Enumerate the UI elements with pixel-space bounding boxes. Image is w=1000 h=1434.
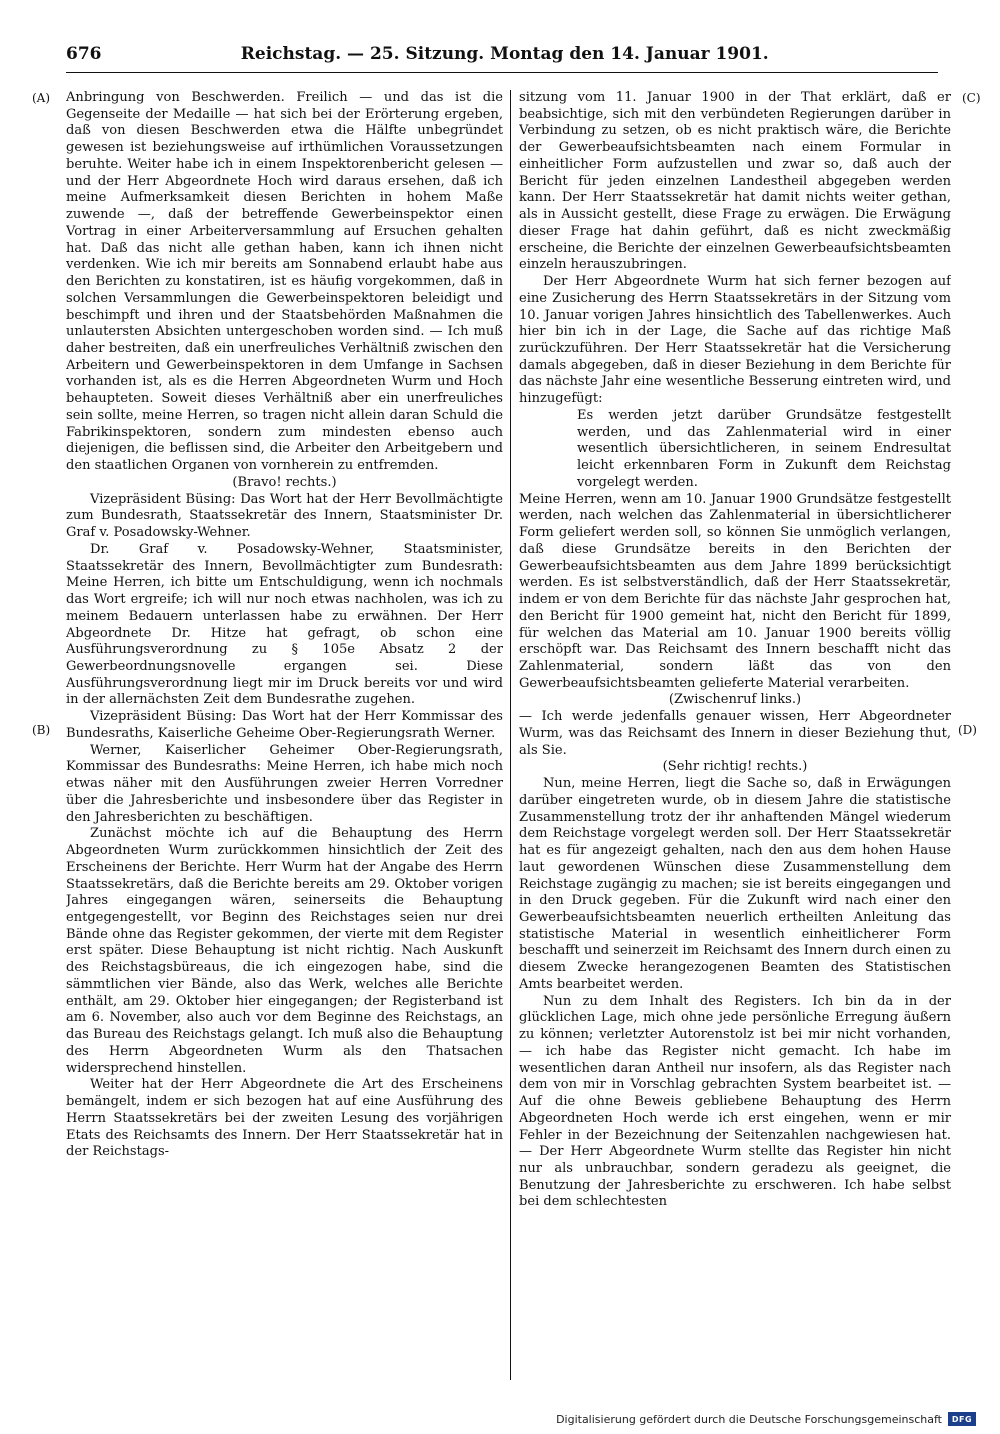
paragraph: Dr. Graf v. Posadowsky-Wehner, Staatsminister, Staatssekretär des Innern, Bevollmächtigter zum Bundesrath: Meine Herren, ich bitte um Entschuldigung, wenn ich nochmals das Wort ergreife; ich will nur noch etwas nachholen, was ich zu meinem Bedauern unterlassen habe zu erwähnen. Der Herr Abgeordnete Dr. Hitze hat gefragt, ob schon eine Ausführungsverordnung zu § 105e Absatz 2 der Gewerbeordnungsnovelle ergangen sei. Diese Ausführungsverordnung liegt mir im Druck bereits vor und wird in der allernächsten Zeit dem Bundesrathe zugehen. [66,541,503,708]
margin-marker-c: (C) [962,91,981,105]
margin-marker-b: (B) [32,723,51,737]
page-title: Reichstag. — 25. Sitzung. Montag den 14. Januar 1901. [240,44,769,64]
paragraph: — Ich werde jedenfalls genauer wissen, Herr Abgeordneter Wurm, was das Reichsamt des Innern in dieser Beziehung thut, als Sie. [519,709,951,758]
paragraph: Nun, meine Herren, liegt die Sache so, daß in Erwägungen darüber eingetreten wurde, ob in diesem Jahre die statistische Zusammenstellung trotz der ihr anhaftenden Mängel wiederum dem Reichstage vorgelegt werden soll. Der Herr Staatssekretär hat es für angezeigt gehalten, nach den aus dem hohen Hause laut gewordenen Wünschen diese Zusammenstellung dem Reichstage zugängig zu machen; sie ist bereits eingegangen und in den Druck gegeben. Für die Zukunft wird nach einer den Gewerbeaufsichtsbeamten neuerlich ertheilten Anleitung das statistische Material in wesentlich einheitlicherer Form beschafft und seinerzeit im Reichsamt des Innern durch einen zu diesem Zwecke herangezogenen Beamten des Statistischen Amts bearbeitet werden. [519,776,951,992]
paragraph: Nun zu dem Inhalt des Registers. Ich bin da in der glücklichen Lage, mich ohne jede persönliche Erregung äußern zu können; verletzter Autorenstolz ist bei mir nicht vorhanden, — ich habe das Register nicht gemacht. Ich habe im wesentlichen daran Antheil nur insofern, als das Register nach dem von mir in Vorschlag gebrachten System bearbeitet ist. — Auf die ohne Beweis gebliebene Behauptung des Herrn Abgeordneten Hoch werde ich erst eingehen, wenn er mir Fehler in der Bezeichnung der Seitenzahlen nachgewiesen hat. — Der Herr Abgeordnete Wurm stellte das Register hin nicht nur als unbrauchbar, sondern geradezu als geeignet, die Benutzung der Jahresberichte zu erschweren. Ich habe selbst bei dem schlechtesten [519,993,951,1210]
footer-text: Digitalisierung gefördert durch die Deutsche Forschungsgemeinschaft [556,1412,942,1426]
margin-marker-a: (A) [32,91,51,105]
footer-credit [556,1412,976,1426]
paragraph: sitzung vom 11. Januar 1900 in der That erklärt, daß er beabsichtige, sich mit den verbündeten Regierungen darüber in Verbindung zu setzen, ob es nicht praktisch wäre, die Berichte der Gewerbeaufsichtsbeamten nach einem Formular in einheitlicher Form aufzustellen und zwar so, daß auch der Bericht für jeden einzelnen Landestheil abgegeben werden kann. Der Herr Staatssekretär hat damit nichts weiter gethan, als in Aussicht gestellt, diese Frage zu erwägen. Die Erwägung dieser Frage hat dahin geführt, daß es nicht zweckmäßig erscheine, die Berichte der einzelnen Gewerbeaufsichtsbeamten einzeln herauszubringen. [519,90,951,273]
paragraph: Meine Herren, wenn am 10. Januar 1900 Grundsätze festgestellt werden, nach welchen das Zahlenmaterial in übersichtlicherer Form geliefert werden soll, so können Sie unmöglich verlangen, daß diese Grundsätze bereits in den Berichten der Gewerbeaufsichtsbeamten aus dem Jahre 1899 berücksichtigt werden. Es ist selbstverständlich, daß der Herr Staatssekretär, indem er von dem Berichte für das nächste Jahr gesprochen hat, den Bericht für 1900 gemeint hat, nicht den Bericht für 1899, für welchen das Material am 10. Januar 1900 bereits völlig erschöpft war. Das Reichsamt des Innern beschafft nicht das Zahlenmaterial, sondern läßt das von den Gewerbeaufsichtsbeamten gelieferte Material verarbeiten. [519,491,951,691]
header-rule [66,72,938,73]
interjection: (Zwischenruf links.) [668,692,802,708]
page-header [66,44,938,70]
paragraph: Der Herr Abgeordnete Wurm hat sich ferner bezogen auf eine Zusicherung des Herrn Staatssekretärs in der Sitzung vom 10. Januar vorigen Jahres hinsichtlich des Tabellenwerkes. Auch hier bin ich in der Lage, die Sache auf das richtige Maß zurückzuführen. Der Herr Staatssekretär hat die Versicherung damals abgegeben, daß in dieser Beziehung in dem Berichte für das nächste Jahr eine wesentliche Besserung eintreten wird, und hinzugefügt: [519,274,951,407]
interjection: (Bravo! rechts.) [232,474,337,490]
right-column [519,90,951,1380]
interjection: (Sehr richtig! rechts.) [662,759,808,775]
paragraph: Vizepräsident Büsing: Das Wort hat der Herr Kommissar des Bundesraths, Kaiserliche Geheime Ober-Regierungsrath Werner. [66,709,503,741]
column-divider [510,90,511,1380]
page-number: 676 [66,44,102,64]
paragraph: Weiter hat der Herr Abgeordnete die Art des Erscheinens bemängelt, indem er sich bezogen hat auf eine Ausführung des Herrn Staatssekretärs bei der zweiten Lesung des vorjährigen Etats des Reichsamts des Innern. Der Herr Staatssekretär hat in der Reichstags- [66,1077,503,1160]
paragraph: Werner, Kaiserlicher Geheimer Ober-Regierungsrath, Kommissar des Bundesraths: Meine Herren, ich habe mich noch etwas näher mit den Ausführungen zweier Herren Vorredner über die Jahresberichte und insbesondere über das Register in den Jahresberichten zu beschäftigen. [66,742,503,825]
block-quote: Es werden jetzt darüber Grundsätze festgestellt werden, und das Zahlenmaterial wird in einer wesentlich übersichtlicheren, in seinem Endresultat leicht erkennbaren Form in Zukunft dem Reichstag vorgelegt werden. [577,407,951,490]
dfg-logo-icon: DFG [948,1412,976,1426]
paragraph: Zunächst möchte ich auf die Behauptung des Herrn Abgeordneten Wurm zurückkommen hinsichtlich der Zeit des Erscheinens der Berichte. Herr Wurm hat der Angabe des Herrn Staatssekretärs, daß die Berichte bereits am 29. Oktober vorigen Jahres eingegangen wären, seinerseits die Behauptung entgegengestellt, vor Beginn des Reichstages seien nur drei Bände ohne das Register gekommen, der vierte mit dem Register erst später. Diese Behauptung ist nicht richtig. Nach Auskunft des Reichstagsbüreaus, die ich eingezogen habe, sind die sämmtlichen vier Bände, also das Werk, welches alle Berichte enthält, am 29. Oktober hier eingegangen; der Registerband ist am 6. November, also auch vor dem Beginne des Reichstags, an das Bureau des Reichstags gelangt. Ich muß also die Behauptung des Herrn Abgeordneten Wurm als den Thatsachen widersprechend hinstellen. [66,826,503,1076]
paragraph: Vizepräsident Büsing: Das Wort hat der Herr Bevollmächtigte zum Bundesrath, Staatssekretär des Innern, Staatsminister Dr. Graf v. Posadowsky-Wehner. [66,491,503,541]
margin-marker-d: (D) [958,723,977,737]
paragraph: Anbringung von Beschwerden. Freilich — und das ist die Gegenseite der Medaille — hat sich bei der Erörterung ergeben, daß von diesen Beschwerden etwa die Hälfte unbegründet gewesen ist beziehungsweise auf irthümlichen Voraussetzungen beruhte. Weiter habe ich in einem Inspektorenbericht gelesen — und der Herr Abgeordnete Hoch wird daraus ersehen, daß ich meine Aufmerksamkeit diesen Berichten in hohem Maße zuwende —, daß der betreffende Gewerbeinspektor einen Vortrag in einer Arbeiterversammlung auf Ersuchen gehalten hat. Daß das nicht alle gethan haben, kann ich ihnen nicht verdenken. Wie ich mir bereits am Sonnabend erlaubt habe aus den Berichten zu konstatiren, ist es häufig vorgekommen, daß in solchen Versammlungen die Gewerbeinspektoren beleidigt und beschimpft und ihren und der Staatsbehörden Maßnahmen die unlautersten Absichten untergeschoben worden sind. — Ich muß daher bestreiten, daß ein unerfreuliches Verhältniß zwischen den Arbeitern und Gewerbeinspektoren in dem Umfange in Sachsen vorhanden ist, als es die Herren Abgeordneten Wurm und Hoch behaupteten. Soweit dieses Verhältniß aber ein unerfreuliches sein sollte, meine Herren, so tragen nicht allein daran Schuld die Fabrikinspektoren, sondern zum mindesten ebenso auch diejenigen, die beflissen sind, die Arbeiter den Arbeitgebern und den staatlichen Organen von vornherein zu entfremden. [66,90,503,474]
left-column [66,90,503,1380]
